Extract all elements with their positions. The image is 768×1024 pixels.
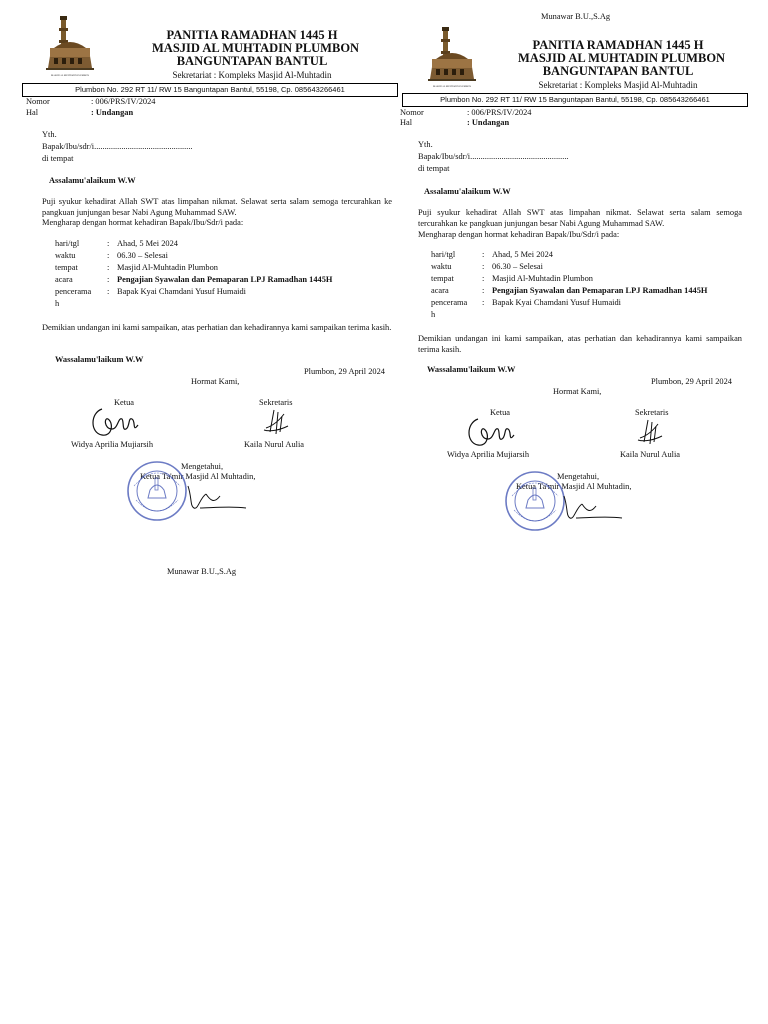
detail-label: acara: [55, 275, 73, 284]
detail-label: pencerama: [431, 298, 468, 307]
detail-value: Pengajian Syawalan dan Pemaparan LPJ Ramadhan 1445H: [117, 275, 333, 284]
letter-left: [0, 0, 392, 620]
header-line3: BANGUNTAPAN BANTUL: [542, 64, 694, 78]
detail-label: pencerama: [55, 287, 92, 296]
sekretaris-name: Kaila Nurul Aulia: [620, 450, 681, 459]
header-line3: BANGUNTAPAN BANTUL: [176, 54, 328, 68]
letter-right: [376, 0, 752, 620]
sekretaris-title: Sekretaris: [635, 408, 669, 417]
header-line1: PANITIA RAMADHAN 1445 H: [532, 38, 704, 52]
ketua-signature-icon: [88, 403, 144, 441]
detail-value: Ahad, 5 Mei 2024: [492, 250, 553, 259]
takmir-name: Munawar B.U.,S.Ag: [167, 567, 237, 576]
detail-colon: :: [482, 250, 485, 259]
top-name: Munawar B.U.,S.Ag: [541, 12, 611, 21]
detail-value: Masjid Al-Muhtadin Plumbon: [492, 274, 593, 283]
detail-value: Masjid Al-Muhtadin Plumbon: [117, 263, 218, 272]
body-line-2: Mengharap dengan hormat kehadiran Bapak/Ibu/Sdr/i pada:: [418, 230, 620, 239]
sekretariat: Sekretariat : Kompleks Masjid Al-Muhtadin: [172, 70, 332, 80]
detail-label: hari/tgl: [431, 250, 456, 259]
stamp-icon: [126, 460, 188, 522]
ketua-name: Widya Aprilia Mujiarsih: [71, 440, 154, 449]
body-line-2: Mengharap dengan hormat kehadiran Bapak/Ibu/Sdr/i pada:: [42, 218, 244, 227]
sekretaris-title: Sekretaris: [259, 398, 293, 407]
mosque-logo-icon: [44, 14, 96, 74]
body-line-1: Puji syukur kehadirat Allah SWT atas limpahan nikmat. Selawat serta salam semoga tercurahkan ke pangkuan junjungan besar Nabi Agung Muhammad SAW.: [418, 208, 742, 228]
ketua-signature-icon: [464, 413, 520, 451]
mosque-logo-icon: [426, 25, 478, 85]
hormat-kami: Hormat Kami,: [191, 377, 240, 386]
address-box: Plumbon No. 292 RT 11/ RW 15 Banguntapan Bantul, 55198, Cp. 085643266461: [402, 93, 748, 107]
detail-label: hari/tgl: [55, 239, 80, 248]
closing-text: Demikian undangan ini kami sampaikan, atas perhatian dan kehadirannya kami sampaikan terima kasih.: [418, 334, 742, 354]
detail-colon: :: [482, 262, 485, 271]
detail-colon: :: [107, 275, 110, 284]
salam: Assalamu'alaikum W.W: [424, 187, 511, 196]
closing-paragraph: [42, 323, 392, 334]
sekretariat: Sekretariat : Kompleks Masjid Al-Muhtadin: [538, 80, 698, 90]
detail-colon: :: [107, 239, 110, 248]
nomor-value: : 006/PRS/IV/2024: [91, 97, 156, 106]
header-line2: MASJID AL MUHTADIN PLUMBON: [152, 41, 360, 55]
recipient-place: di tempat: [418, 164, 450, 173]
detail-colon: :: [107, 263, 110, 272]
detail-value: Ahad, 5 Mei 2024: [117, 239, 178, 248]
letter-date: Plumbon, 29 April 2024: [651, 377, 732, 386]
closing-paragraph: [418, 334, 742, 355]
detail-value: Bapak Kyai Chamdani Yusuf Humaidi: [117, 287, 247, 296]
detail-value: 06.30 – Selesai: [117, 251, 168, 260]
closing-text: Demikian undangan ini kami sampaikan, atas perhatian dan kehadirannya kami sampaikan terima kasih.: [42, 323, 392, 332]
detail-label: acara: [431, 286, 449, 295]
detail-value: 06.30 – Selesai: [492, 262, 543, 271]
detail-colon: :: [482, 274, 485, 283]
ketua-name: Widya Aprilia Mujiarsih: [447, 450, 530, 459]
detail-value: Bapak Kyai Chamdani Yusuf Humaidi: [492, 298, 622, 307]
detail-colon: :: [482, 286, 485, 295]
recipient-yth: Yth.: [42, 130, 57, 139]
hal-value: : Undangan: [91, 108, 134, 117]
recipient-place: di tempat: [42, 154, 74, 163]
sekretaris-signature-icon: [634, 416, 666, 448]
body-line-1: Puji syukur kehadirat Allah SWT atas limpahan nikmat. Selawat serta salam semoga tercurahkan ke pangkuan junjungan besar Nabi Agung Muhammad SAW.: [42, 197, 392, 217]
body-paragraph: [418, 208, 742, 229]
recipient-yth: Yth.: [418, 140, 433, 149]
wassalam: Wassalamu'laikum W.W: [55, 355, 144, 364]
takmir-signature-icon: [180, 478, 250, 514]
letter-date: Plumbon, 29 April 2024: [304, 367, 385, 376]
detail-label: waktu: [55, 251, 76, 260]
mengetahui: Mengetahui,: [181, 462, 224, 471]
detail-colon: :: [107, 251, 110, 260]
mengetahui: Mengetahui,: [557, 472, 600, 481]
ketua-title: Ketua: [114, 398, 134, 407]
detail-colon: :: [482, 298, 485, 307]
nomor-value: : 006/PRS/IV/2024: [467, 108, 532, 117]
nomor-label: Nomor: [400, 108, 424, 117]
hormat-kami: Hormat Kami,: [553, 387, 602, 396]
detail-label: tempat: [55, 263, 78, 272]
logo-caption: MASJID AL MUHTADIN PLUMBON: [433, 85, 471, 88]
body-paragraph: [42, 197, 392, 218]
recipient-name: Bapak/Ibu/sdr/i...............................................: [418, 152, 569, 161]
detail-value: Pengajian Syawalan dan Pemaparan LPJ Ramadhan 1445H: [492, 286, 708, 295]
takmir-signature-icon: [556, 488, 626, 524]
header-line1: PANITIA RAMADHAN 1445 H: [166, 28, 338, 42]
address-box: Plumbon No. 292 RT 11/ RW 15 Banguntapan Bantul, 55198, Cp. 085643266461: [22, 83, 398, 97]
salam: Assalamu'alaikum W.W: [49, 176, 136, 185]
detail-wrap: h: [55, 299, 60, 308]
header-line2: MASJID AL MUHTADIN PLUMBON: [518, 51, 726, 65]
takmir-title: Ketua Ta'mir Masjid Al Muhtadin,: [516, 482, 632, 491]
detail-label: tempat: [431, 274, 454, 283]
hal-label: Hal: [400, 118, 413, 127]
logo-caption: MASJID AL MUHTADIN PLUMBON: [51, 74, 89, 77]
nomor-label: Nomor: [26, 97, 50, 106]
takmir-title: Ketua Ta'mir Masjid Al Muhtadin,: [140, 472, 256, 481]
hal-value: : Undangan: [467, 118, 510, 127]
sekretaris-signature-icon: [260, 406, 292, 438]
wassalam: Wassalamu'laikum W.W: [427, 365, 516, 374]
recipient-name: Bapak/Ibu/sdr/i...............................................: [42, 142, 193, 151]
detail-label: waktu: [431, 262, 452, 271]
hal-label: Hal: [26, 108, 39, 117]
sekretaris-name: Kaila Nurul Aulia: [244, 440, 305, 449]
detail-wrap: h: [431, 310, 436, 319]
ketua-title: Ketua: [490, 408, 510, 417]
detail-colon: :: [107, 287, 110, 296]
